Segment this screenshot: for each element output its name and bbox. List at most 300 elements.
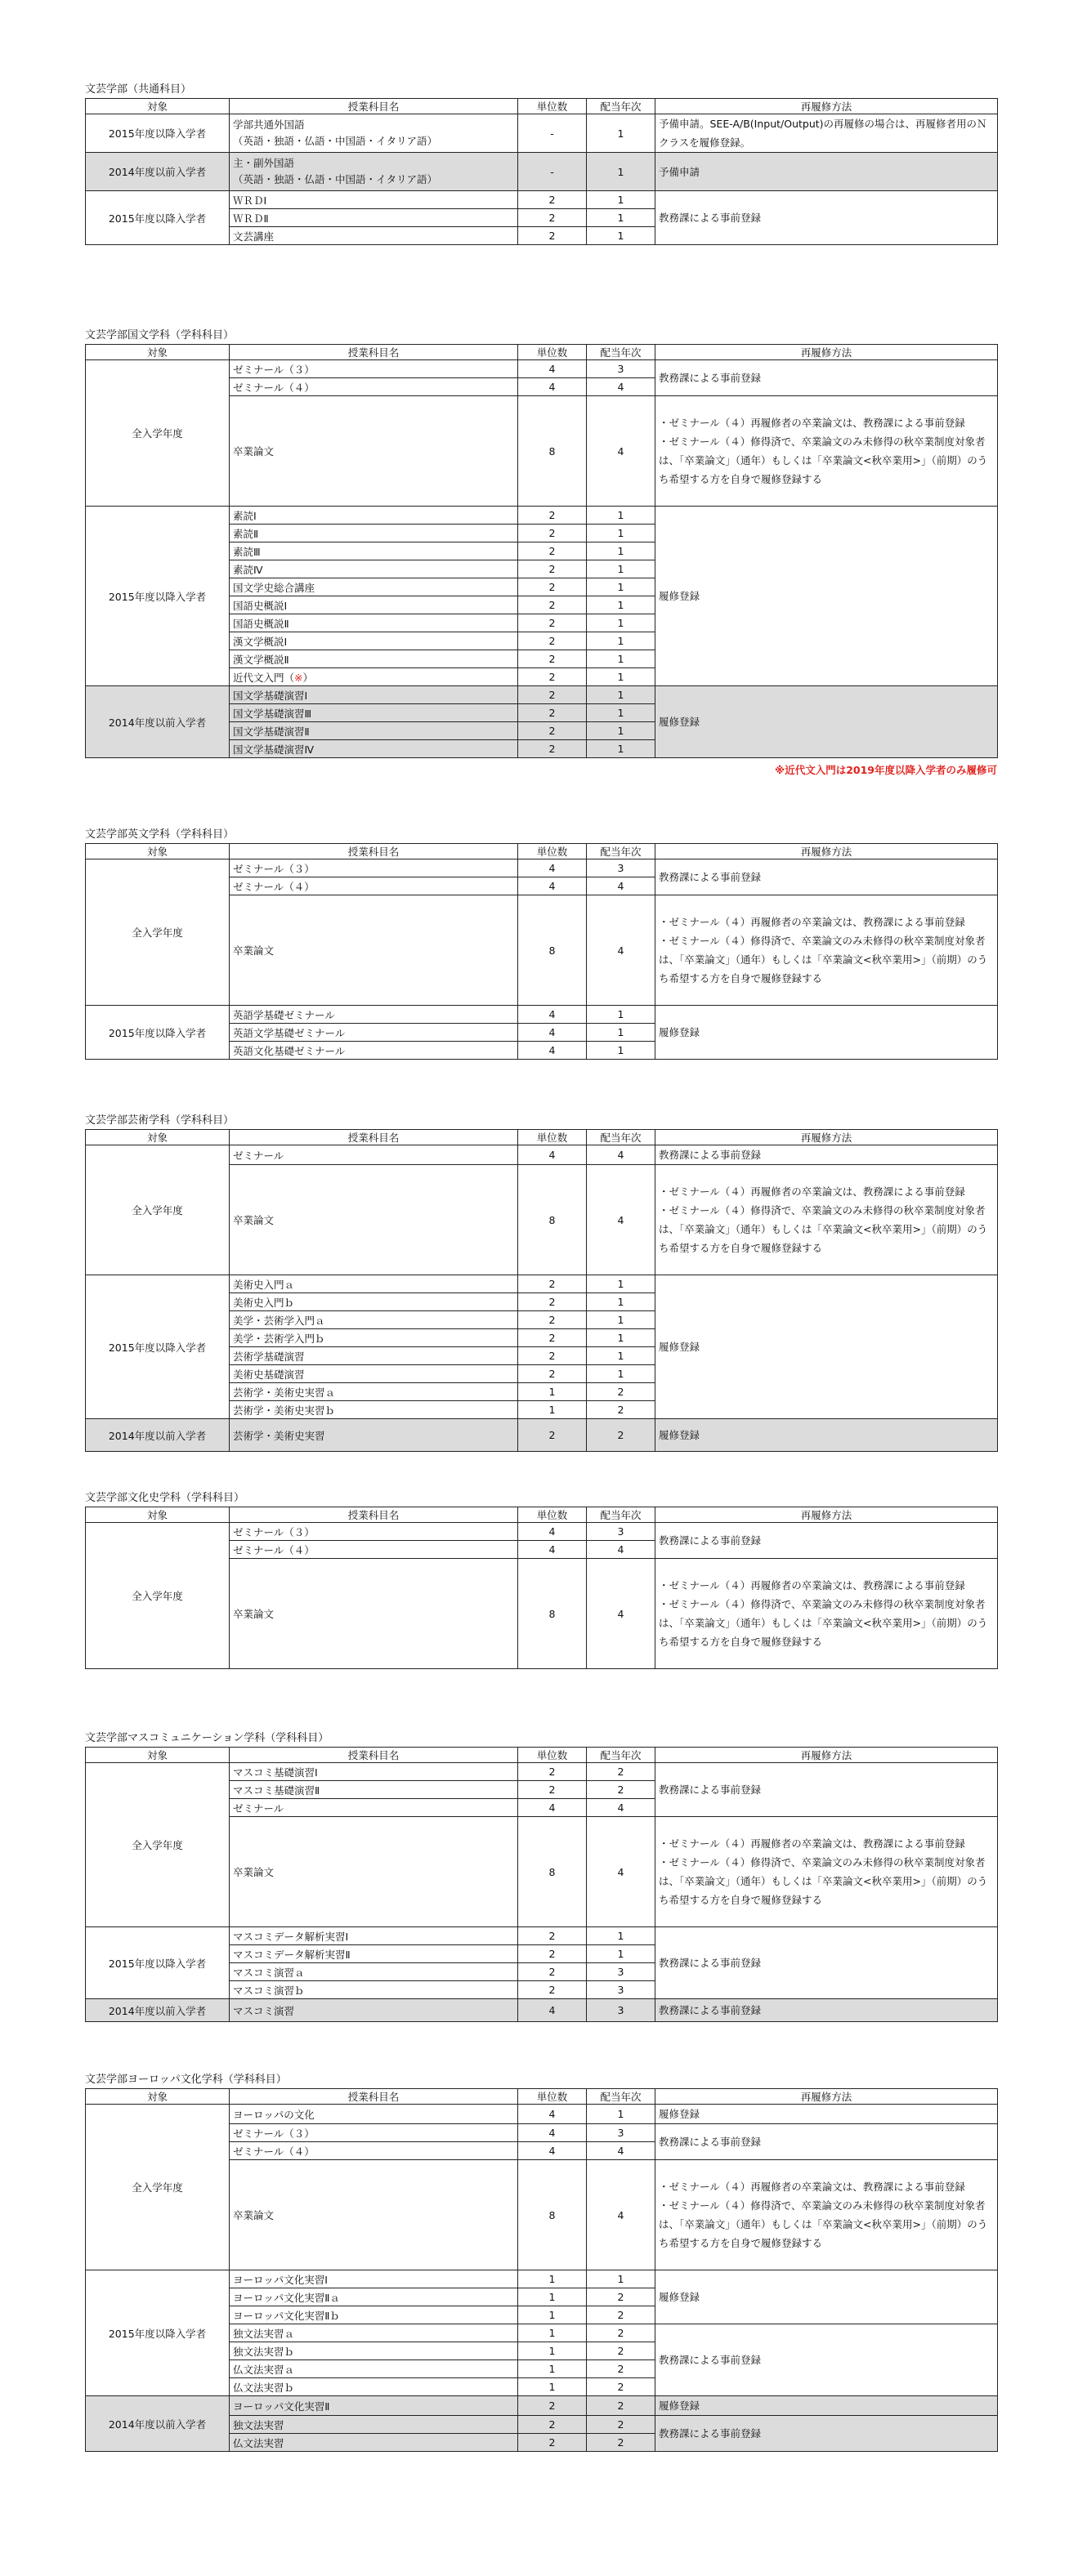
year-cell: 1	[587, 1329, 655, 1347]
course-name: 国文学基礎演習Ⅲ	[230, 704, 518, 722]
section-title: 文芸学部国文学科（学科科目）	[85, 329, 235, 342]
method-cell: 教務課による事前登録	[655, 1927, 998, 1999]
year-cell: 3	[587, 2124, 655, 2142]
header-target: 対象	[86, 2089, 230, 2105]
target-cell: 2015年度以降入学者	[86, 1927, 230, 1999]
method-cell: 教務課による事前登録	[655, 1763, 998, 1817]
target-cell: 2015年度以降入学者	[86, 1006, 230, 1060]
table-row	[86, 1927, 998, 1945]
footnote: ※近代文入門は2019年度以降入学者のみ履修可	[775, 764, 997, 776]
credits-cell: 2	[518, 1963, 587, 1981]
credits-cell: 1	[518, 1401, 587, 1419]
course-name-text: 近代文入門（	[233, 671, 295, 684]
table-row	[86, 1523, 998, 1541]
credits-cell: 2	[518, 740, 587, 758]
course-name: 卒業論文	[230, 895, 518, 1006]
table-row	[86, 1419, 998, 1452]
header-year: 配当年次	[587, 1130, 655, 1145]
credits-cell: 2	[518, 1329, 587, 1347]
header-course: 授業科目名	[230, 844, 518, 859]
method-cell: 教務課による事前登録	[655, 191, 998, 245]
target-cell: 2015年度以降入学者	[86, 1275, 230, 1419]
year-cell: 2	[587, 2360, 655, 2378]
year-cell: 2	[587, 2342, 655, 2360]
year-cell: 4	[587, 396, 655, 507]
header-credits: 単位数	[518, 2089, 587, 2105]
year-cell: 2	[587, 1401, 655, 1419]
course-name: 独文法実習	[230, 2416, 518, 2434]
course-name: 卒業論文	[230, 1817, 518, 1927]
credits-cell: 4	[518, 378, 587, 396]
course-name: 国語史概説Ⅱ	[230, 614, 518, 632]
year-cell: 4	[587, 1817, 655, 1927]
target-cell: 2014年度以前入学者	[86, 153, 230, 191]
year-cell: 1	[587, 1293, 655, 1311]
year-cell: 1	[587, 227, 655, 245]
year-cell: 4	[587, 378, 655, 396]
credits-cell: 2	[518, 614, 587, 632]
method-cell: 教務課による事前登録	[655, 360, 998, 396]
target-cell: 2015年度以降入学者	[86, 191, 230, 245]
year-cell: 1	[587, 740, 655, 758]
credits-cell: 4	[518, 1999, 587, 2022]
header-method: 再履修方法	[655, 345, 998, 360]
course-name: マスコミ演習ｂ	[230, 1981, 518, 1999]
credits-cell: 2	[518, 686, 587, 704]
year-cell: 1	[587, 614, 655, 632]
method-cell: 予備申請	[655, 153, 998, 191]
year-cell: 1	[587, 668, 655, 686]
method-cell: 教務課による事前登録	[655, 1523, 998, 1559]
header-row	[86, 99, 998, 114]
course-name: ゼミナール（４）	[230, 2142, 518, 2160]
year-cell: 2	[587, 2396, 655, 2416]
method-cell: 教務課による事前登録	[655, 2324, 998, 2396]
course-name: 学部共通外国語 （英語・独語・仏語・中国語・イタリア語）	[230, 114, 518, 153]
year-cell: 1	[587, 632, 655, 650]
header-credits: 単位数	[518, 99, 587, 114]
year-cell: 2	[587, 2378, 655, 2396]
header-year: 配当年次	[587, 345, 655, 360]
credits-cell: 1	[518, 2288, 587, 2306]
year-cell: 1	[587, 191, 655, 209]
course-name: 芸術学・美術史実習ａ	[230, 1383, 518, 1401]
target-cell: 全入学年度	[86, 2105, 230, 2270]
target-cell: 全入学年度	[86, 360, 230, 507]
table-row	[86, 191, 998, 209]
header-row	[86, 1130, 998, 1145]
credits-cell: 2	[518, 507, 587, 525]
course-name: 英語文学基礎ゼミナール	[230, 1024, 518, 1042]
year-cell: 4	[587, 2160, 655, 2270]
year-cell: 2	[587, 2324, 655, 2342]
method-cell: 履修登録	[655, 2105, 998, 2124]
credits-cell: 2	[518, 209, 587, 227]
method-cell: 教務課による事前登録	[655, 2124, 998, 2160]
course-table	[85, 843, 998, 1060]
header-method: 再履修方法	[655, 99, 998, 114]
year-cell: 3	[587, 1999, 655, 2022]
header-year: 配当年次	[587, 2089, 655, 2105]
method-cell: 履修登録	[655, 507, 998, 686]
credits-cell: 4	[518, 1523, 587, 1541]
year-cell: 1	[587, 596, 655, 614]
method-cell: ・ゼミナール（４）再履修者の卒業論文は、教務課による事前登録 ・ゼミナール（４）修得済で、卒業論文のみ未修得の秋卒業制度対象者は、「卒業論文」（通年）もしくは「卒業論文<秋卒業用>」（前期）のうち希望する方を自身で履修登録する	[655, 1559, 998, 1669]
year-cell: 1	[587, 153, 655, 191]
course-name: マスコミ基礎演習Ⅰ	[230, 1763, 518, 1781]
credits-cell: 1	[518, 2324, 587, 2342]
course-table	[85, 1747, 998, 2022]
credits-cell: 1	[518, 1383, 587, 1401]
course-name: 素読Ⅳ	[230, 560, 518, 578]
header-course: 授業科目名	[230, 345, 518, 360]
method-cell: 予備申請。SEE-A/B(Input/Output)の再履修の場合は、再履修者用のＮクラスを履修登録。	[655, 114, 998, 153]
header-course: 授業科目名	[230, 1507, 518, 1523]
credits-cell: 1	[518, 2270, 587, 2288]
credits-cell: 8	[518, 895, 587, 1006]
year-cell: 1	[587, 1927, 655, 1945]
course-name: ヨーロッパ文化実習Ⅱａ	[230, 2288, 518, 2306]
credits-cell: 2	[518, 1347, 587, 1365]
credits-cell: 2	[518, 1419, 587, 1452]
credits-cell: 2	[518, 525, 587, 542]
credits-cell: 2	[518, 632, 587, 650]
section-title: 文芸学部（共通科目）	[85, 83, 192, 96]
course-name: ゼミナール（４）	[230, 877, 518, 895]
method-cell: 履修登録	[655, 1006, 998, 1060]
course-name: 美学・芸術学入門ａ	[230, 1311, 518, 1329]
method-cell: 履修登録	[655, 686, 998, 758]
course-name: ゼミナール	[230, 1799, 518, 1817]
course-name: 素読Ⅰ	[230, 507, 518, 525]
course-name: 独文法実習ｂ	[230, 2342, 518, 2360]
year-cell: 4	[587, 1799, 655, 1817]
year-cell: 1	[587, 686, 655, 704]
table-row	[86, 507, 998, 525]
credits-cell: 2	[518, 722, 587, 740]
credits-cell: 2	[518, 542, 587, 560]
credits-cell: 2	[518, 1945, 587, 1963]
header-year: 配当年次	[587, 99, 655, 114]
course-name: 仏文法実習ａ	[230, 2360, 518, 2378]
credits-cell: 4	[518, 2124, 587, 2142]
note-mark: ※	[294, 671, 303, 684]
method-cell: 教務課による事前登録	[655, 2416, 998, 2452]
course-name: ヨーロッパ文化実習Ⅱｂ	[230, 2306, 518, 2324]
header-target: 対象	[86, 1748, 230, 1763]
method-cell: ・ゼミナール（４）再履修者の卒業論文は、教務課による事前登録 ・ゼミナール（４）修得済で、卒業論文のみ未修得の秋卒業制度対象者は、「卒業論文」（通年）もしくは「卒業論文<秋卒業用>」（前期）のうち希望する方を自身で履修登録する	[655, 1165, 998, 1275]
credits-cell: 8	[518, 1817, 587, 1927]
target-cell: 全入学年度	[86, 859, 230, 1006]
course-name: 独文法実習ａ	[230, 2324, 518, 2342]
credits-cell: 2	[518, 1311, 587, 1329]
credits-cell: 4	[518, 2142, 587, 2160]
course-name: 素読Ⅱ	[230, 525, 518, 542]
header-credits: 単位数	[518, 844, 587, 859]
credits-cell: 2	[518, 650, 587, 668]
year-cell: 1	[587, 560, 655, 578]
year-cell: 1	[587, 1347, 655, 1365]
year-cell: 3	[587, 1523, 655, 1541]
course-name: 美術史入門ａ	[230, 1275, 518, 1293]
header-course: 授業科目名	[230, 1748, 518, 1763]
course-name: マスコミ演習	[230, 1999, 518, 2022]
header-row	[86, 345, 998, 360]
credits-cell: 8	[518, 1559, 587, 1669]
course-name: ＷＲＤⅠ	[230, 191, 518, 209]
course-name: ゼミナール	[230, 1145, 518, 1165]
target-cell: 全入学年度	[86, 1763, 230, 1927]
section-title: 文芸学部マスコミュニケーション学科（学科科目）	[85, 1732, 329, 1744]
table-row	[86, 114, 998, 153]
year-cell: 1	[587, 2270, 655, 2288]
header-target: 対象	[86, 1130, 230, 1145]
header-method: 再履修方法	[655, 1130, 998, 1145]
year-cell: 1	[587, 722, 655, 740]
target-cell: 2015年度以降入学者	[86, 114, 230, 153]
method-cell: 履修登録	[655, 1419, 998, 1452]
course-name: ゼミナール（４）	[230, 378, 518, 396]
method-cell: ・ゼミナール（４）再履修者の卒業論文は、教務課による事前登録 ・ゼミナール（４）修得済で、卒業論文のみ未修得の秋卒業制度対象者は、「卒業論文」（通年）もしくは「卒業論文<秋卒業用>」（前期）のうち希望する方を自身で履修登録する	[655, 2160, 998, 2270]
header-credits: 単位数	[518, 345, 587, 360]
year-cell: 4	[587, 2142, 655, 2160]
credits-cell: 1	[518, 2360, 587, 2378]
header-target: 対象	[86, 99, 230, 114]
header-method: 再履修方法	[655, 1748, 998, 1763]
year-cell: 4	[587, 1145, 655, 1165]
credits-cell: 8	[518, 396, 587, 507]
section-title: 文芸学部ヨーロッパ文化学科（学科科目）	[85, 2074, 287, 2086]
credits-cell: 2	[518, 560, 587, 578]
credits-cell: 2	[518, 191, 587, 209]
credits-cell: 4	[518, 1006, 587, 1024]
method-cell: 履修登録	[655, 2270, 998, 2324]
year-cell: 1	[587, 578, 655, 596]
section-title: 文芸学部芸術学科（学科科目）	[85, 1114, 235, 1127]
target-cell: 2014年度以前入学者	[86, 686, 230, 758]
year-cell: 2	[587, 2416, 655, 2434]
target-cell: 全入学年度	[86, 1145, 230, 1275]
credits-cell: 4	[518, 2105, 587, 2124]
credits-cell: 4	[518, 1541, 587, 1559]
course-name	[230, 668, 518, 686]
header-target: 対象	[86, 1507, 230, 1523]
credits-cell: 2	[518, 668, 587, 686]
credits-cell: 1	[518, 2306, 587, 2324]
course-name: ゼミナール（３）	[230, 859, 518, 877]
year-cell: 1	[587, 1042, 655, 1060]
course-name: 卒業論文	[230, 1165, 518, 1275]
year-cell: 2	[587, 2434, 655, 2452]
method-cell: ・ゼミナール（４）再履修者の卒業論文は、教務課による事前登録 ・ゼミナール（４）修得済で、卒業論文のみ未修得の秋卒業制度対象者は、「卒業論文」（通年）もしくは「卒業論文<秋卒業用>」（前期）のうち希望する方を自身で履修登録する	[655, 895, 998, 1006]
method-cell: 履修登録	[655, 1275, 998, 1419]
course-name: ゼミナール（３）	[230, 1523, 518, 1541]
course-name: 卒業論文	[230, 1559, 518, 1669]
method-cell: 履修登録	[655, 2396, 998, 2416]
credits-cell: 4	[518, 1145, 587, 1165]
method-cell: 教務課による事前登録	[655, 1145, 998, 1165]
target-cell: 2015年度以降入学者	[86, 507, 230, 686]
year-cell: 1	[587, 209, 655, 227]
course-name: 芸術学基礎演習	[230, 1347, 518, 1365]
header-row	[86, 1507, 998, 1523]
method-cell: ・ゼミナール（４）再履修者の卒業論文は、教務課による事前登録 ・ゼミナール（４）修得済で、卒業論文のみ未修得の秋卒業制度対象者は、「卒業論文」（通年）もしくは「卒業論文<秋卒業用>」（前期）のうち希望する方を自身で履修登録する	[655, 396, 998, 507]
course-name: マスコミデータ解析実習Ⅰ	[230, 1927, 518, 1945]
year-cell: 4	[587, 1165, 655, 1275]
section-title: 文芸学部英文学科（学科科目）	[85, 828, 235, 841]
course-table	[85, 1507, 998, 1669]
course-name: マスコミ演習ａ	[230, 1963, 518, 1981]
year-cell: 2	[587, 1383, 655, 1401]
year-cell: 1	[587, 1006, 655, 1024]
credits-cell: 2	[518, 227, 587, 245]
course-name: 美学・芸術学入門ｂ	[230, 1329, 518, 1347]
header-row	[86, 2089, 998, 2105]
course-name: 仏文法実習	[230, 2434, 518, 2452]
header-target: 対象	[86, 345, 230, 360]
course-name: 漢文学概説Ⅱ	[230, 650, 518, 668]
course-name: ゼミナール（３）	[230, 2124, 518, 2142]
credits-cell: 4	[518, 859, 587, 877]
year-cell: 2	[587, 1781, 655, 1799]
credits-cell: 2	[518, 2434, 587, 2452]
course-table	[85, 2088, 998, 2452]
course-name: ヨーロッパの文化	[230, 2105, 518, 2124]
credits-cell: -	[518, 153, 587, 191]
course-table	[85, 98, 998, 245]
year-cell: 4	[587, 1559, 655, 1669]
year-cell: 1	[587, 525, 655, 542]
credits-cell: 4	[518, 1042, 587, 1060]
target-cell: 2014年度以前入学者	[86, 1999, 230, 2022]
year-cell: 1	[587, 2105, 655, 2124]
method-cell: ・ゼミナール（４）再履修者の卒業論文は、教務課による事前登録 ・ゼミナール（４）修得済で、卒業論文のみ未修得の秋卒業制度対象者は、「卒業論文」（通年）もしくは「卒業論文<秋卒業用>」（前期）のうち希望する方を自身で履修登録する	[655, 1817, 998, 1927]
course-name: 卒業論文	[230, 2160, 518, 2270]
course-name: ＷＲＤⅡ	[230, 209, 518, 227]
course-name: 国文学基礎演習Ⅰ	[230, 686, 518, 704]
table-row	[86, 360, 998, 378]
credits-cell: 2	[518, 2396, 587, 2416]
table-row	[86, 859, 998, 877]
header-credits: 単位数	[518, 1130, 587, 1145]
course-name: 漢文学概説Ⅰ	[230, 632, 518, 650]
course-name: 美術史基礎演習	[230, 1365, 518, 1383]
method-cell: 教務課による事前登録	[655, 1999, 998, 2022]
table-row	[86, 2396, 998, 2416]
year-cell: 3	[587, 859, 655, 877]
header-course: 授業科目名	[230, 1130, 518, 1145]
course-name: 仏文法実習ｂ	[230, 2378, 518, 2396]
target-cell: 2014年度以前入学者	[86, 2396, 230, 2452]
course-name: 素読Ⅲ	[230, 542, 518, 560]
table-row	[86, 2105, 998, 2124]
course-name: 英語文化基礎ゼミナール	[230, 1042, 518, 1060]
table-row	[86, 1999, 998, 2022]
credits-cell: 4	[518, 877, 587, 895]
header-course: 授業科目名	[230, 99, 518, 114]
header-row	[86, 1748, 998, 1763]
method-cell: 教務課による事前登録	[655, 859, 998, 895]
header-year: 配当年次	[587, 844, 655, 859]
credits-cell: 8	[518, 2160, 587, 2270]
course-name: 国語史概説Ⅰ	[230, 596, 518, 614]
year-cell: 1	[587, 542, 655, 560]
table-row	[86, 1006, 998, 1024]
course-name: 国文学基礎演習Ⅱ	[230, 722, 518, 740]
target-cell: 全入学年度	[86, 1523, 230, 1669]
year-cell: 2	[587, 1419, 655, 1452]
year-cell: 4	[587, 895, 655, 1006]
table-row	[86, 1763, 998, 1781]
course-name: 卒業論文	[230, 396, 518, 507]
year-cell: 1	[587, 1945, 655, 1963]
header-year: 配当年次	[587, 1507, 655, 1523]
course-name: マスコミデータ解析実習Ⅱ	[230, 1945, 518, 1963]
course-name: 文芸講座	[230, 227, 518, 245]
course-name-tail: ）	[302, 671, 314, 684]
course-name: ゼミナール（３）	[230, 360, 518, 378]
header-year: 配当年次	[587, 1748, 655, 1763]
course-name: マスコミ基礎演習Ⅱ	[230, 1781, 518, 1799]
header-method: 再履修方法	[655, 2089, 998, 2105]
header-row	[86, 844, 998, 859]
year-cell: 3	[587, 1981, 655, 1999]
table-row	[86, 153, 998, 191]
credits-cell: 2	[518, 704, 587, 722]
course-name: 芸術学・美術史実習ｂ	[230, 1401, 518, 1419]
course-name: 芸術学・美術史実習	[230, 1419, 518, 1452]
credits-cell: 4	[518, 1024, 587, 1042]
credits-cell: 2	[518, 1275, 587, 1293]
year-cell: 1	[587, 650, 655, 668]
credits-cell: 8	[518, 1165, 587, 1275]
credits-cell: 2	[518, 1981, 587, 1999]
course-name: ヨーロッパ文化実習Ⅱ	[230, 2396, 518, 2416]
course-name: 国文学基礎演習Ⅳ	[230, 740, 518, 758]
credits-cell: 4	[518, 1799, 587, 1817]
credits-cell: 2	[518, 1927, 587, 1945]
course-name: 国文学史総合講座	[230, 578, 518, 596]
target-cell: 2015年度以降入学者	[86, 2270, 230, 2396]
course-name: 主・副外国語 （英語・独語・仏語・中国語・イタリア語）	[230, 153, 518, 191]
course-table	[85, 344, 998, 758]
credits-cell: 2	[518, 578, 587, 596]
year-cell: 1	[587, 1311, 655, 1329]
course-name: 英語学基礎ゼミナール	[230, 1006, 518, 1024]
year-cell: 1	[587, 1024, 655, 1042]
target-cell: 2014年度以前入学者	[86, 1419, 230, 1452]
header-method: 再履修方法	[655, 1507, 998, 1523]
course-table	[85, 1129, 998, 1452]
credits-cell: 2	[518, 1365, 587, 1383]
section-title: 文芸学部文化史学科（学科科目）	[85, 1492, 245, 1504]
year-cell: 3	[587, 1963, 655, 1981]
table-row	[86, 686, 998, 704]
credits-cell: 1	[518, 2342, 587, 2360]
header-credits: 単位数	[518, 1507, 587, 1523]
course-name: ヨーロッパ文化実習Ⅰ	[230, 2270, 518, 2288]
year-cell: 1	[587, 507, 655, 525]
header-course: 授業科目名	[230, 2089, 518, 2105]
year-cell: 1	[587, 1275, 655, 1293]
year-cell: 1	[587, 704, 655, 722]
credits-cell: -	[518, 114, 587, 153]
year-cell: 1	[587, 1365, 655, 1383]
year-cell: 4	[587, 1541, 655, 1559]
credits-cell: 2	[518, 1781, 587, 1799]
table-row	[86, 2270, 998, 2288]
table-row	[86, 1275, 998, 1293]
